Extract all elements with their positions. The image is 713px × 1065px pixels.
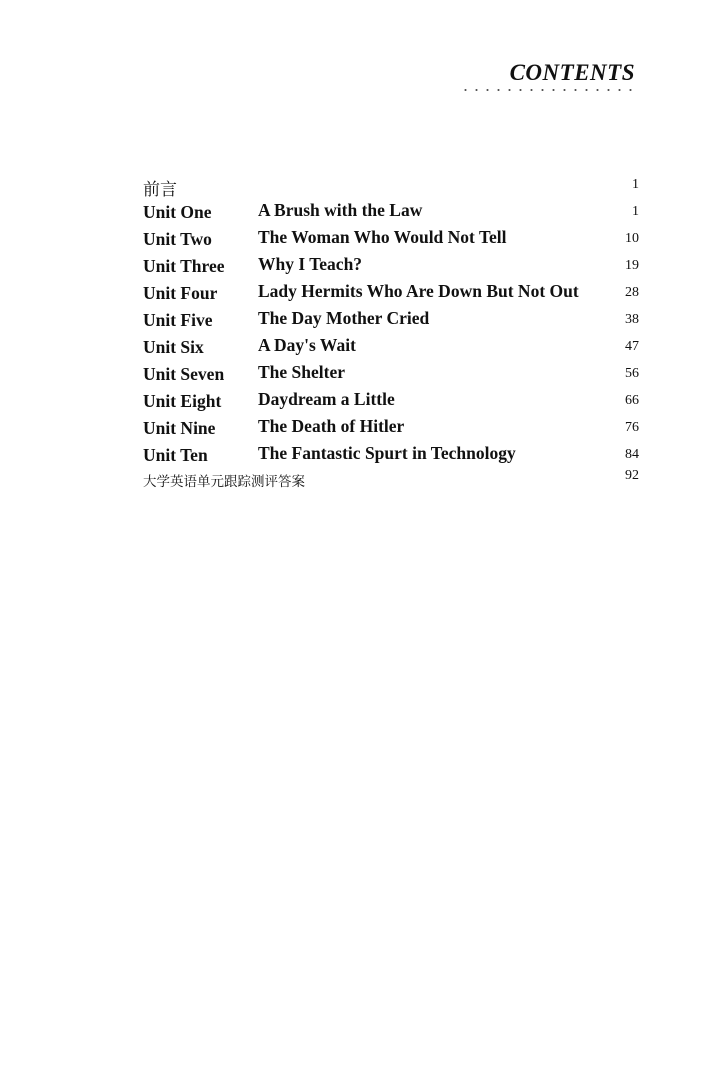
toc-unit-label: 前言 xyxy=(143,180,177,199)
toc-unit-title: The Death of Hitler xyxy=(258,416,405,436)
toc-entry-unit-ten[interactable] xyxy=(143,443,639,470)
toc-entry-unit-eight[interactable] xyxy=(143,389,639,416)
toc-unit-title: The Day Mother Cried xyxy=(258,308,430,328)
toc-page-number: 19 xyxy=(625,258,639,273)
contents-heading xyxy=(430,58,635,88)
page-title: CONTENTS xyxy=(509,60,635,85)
toc-entry-unit-three[interactable] xyxy=(143,254,639,281)
toc-unit-label: Unit Ten xyxy=(143,445,208,465)
toc-page-number: 66 xyxy=(625,393,639,408)
toc-entry-unit-five[interactable] xyxy=(143,308,639,335)
toc-entry-unit-six[interactable] xyxy=(143,335,639,362)
table-of-contents xyxy=(143,173,639,494)
toc-unit-title: A Day's Wait xyxy=(258,335,356,355)
toc-entry-unit-two[interactable] xyxy=(143,227,639,254)
toc-unit-label: 大学英语单元跟踪测评答案 xyxy=(143,474,305,489)
toc-unit-title: A Brush with the Law xyxy=(258,200,423,220)
toc-entry-unit-nine[interactable] xyxy=(143,416,639,443)
toc-unit-label: Unit Seven xyxy=(143,364,225,384)
toc-unit-title: The Shelter xyxy=(258,362,346,382)
toc-page-number: 92 xyxy=(625,468,639,483)
toc-entry-unit-four[interactable] xyxy=(143,281,639,308)
toc-entry-answers[interactable] xyxy=(143,470,639,494)
toc-unit-label: Unit Eight xyxy=(143,391,222,411)
toc-entry-unit-seven[interactable] xyxy=(143,362,639,389)
toc-entry-preface[interactable] xyxy=(143,173,639,200)
toc-entry-unit-one[interactable] xyxy=(143,200,639,227)
toc-page-number: 28 xyxy=(625,285,639,300)
toc-page-number: 76 xyxy=(625,420,639,435)
toc-unit-label: Unit Six xyxy=(143,337,204,357)
toc-page-number: 10 xyxy=(625,231,639,246)
toc-unit-label: Unit Three xyxy=(143,256,225,276)
toc-unit-label: Unit Nine xyxy=(143,418,216,438)
toc-page-number: 84 xyxy=(625,447,639,462)
toc-unit-title: The Woman Who Would Not Tell xyxy=(258,227,507,247)
toc-page-number: 56 xyxy=(625,366,639,381)
toc-unit-label: Unit One xyxy=(143,202,212,222)
toc-page-number: 47 xyxy=(625,339,639,354)
toc-unit-label: Unit Four xyxy=(143,283,218,303)
toc-unit-label: Unit Five xyxy=(143,310,213,330)
toc-unit-title: The Fantastic Spurt in Technology xyxy=(258,443,516,463)
toc-unit-label: Unit Two xyxy=(143,229,212,249)
toc-unit-title: Why I Teach? xyxy=(258,254,363,274)
toc-page-number: 1 xyxy=(632,177,639,192)
toc-unit-title: Lady Hermits Who Are Down But Not Out xyxy=(258,281,579,301)
toc-unit-title: Daydream a Little xyxy=(258,389,395,409)
dotted-rule xyxy=(460,88,636,92)
toc-page-number: 1 xyxy=(632,204,639,219)
toc-page-number: 38 xyxy=(625,312,639,327)
